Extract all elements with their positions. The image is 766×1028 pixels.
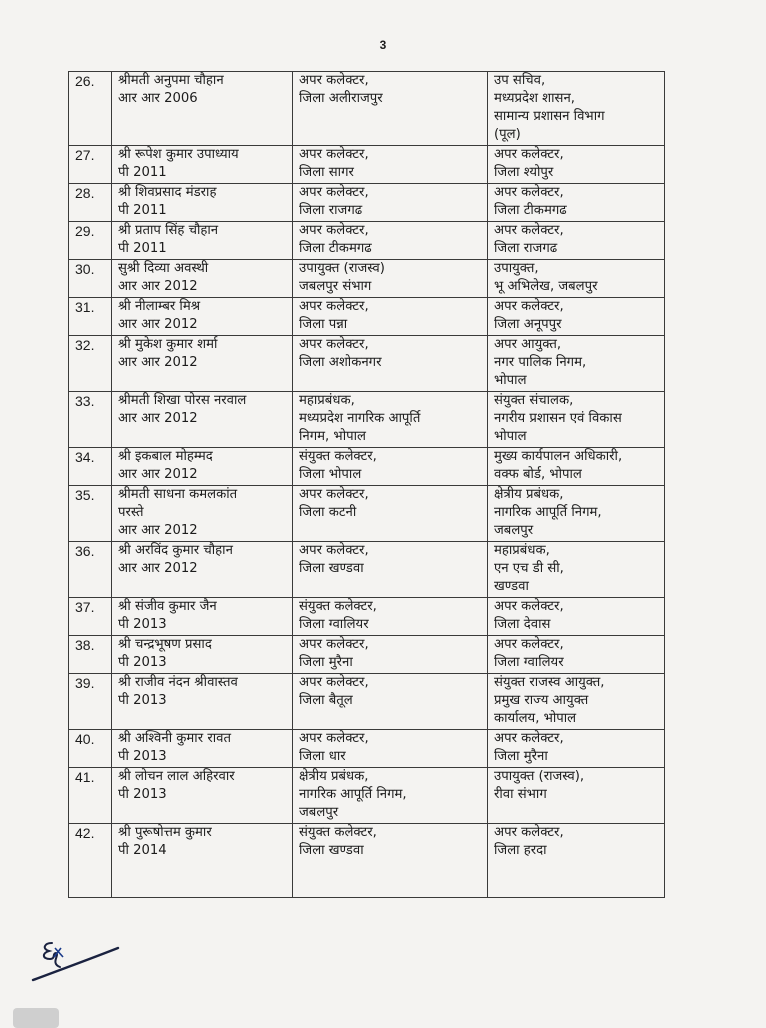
officer-name: श्री प्रताप सिंह चौहान (118, 223, 219, 238)
officer-name: श्री अरविंद कुमार चौहान (118, 543, 233, 558)
current-posting-line: जिला ग्वालियर (299, 617, 369, 632)
current-posting-line: क्षेत्रीय प्रबंधक, (299, 769, 369, 784)
current-posting-line: जिला धार (299, 749, 346, 764)
current-posting-line: अपर कलेक्टर, (299, 185, 369, 200)
table-row (69, 298, 665, 336)
new-posting-line: भू अभिलेख, जबलपुर (494, 279, 598, 294)
new-posting-line: रीवा संभाग (494, 787, 547, 802)
current-posting-line: अपर कलेक्टर, (299, 223, 369, 238)
new-posting-line: नगरीय प्रशासन एवं विकास (494, 411, 622, 426)
officer-name: श्री मुकेश कुमार शर्मा (118, 337, 218, 352)
current-posting-line: अपर कलेक्टर, (299, 731, 369, 746)
new-posting-cell (488, 448, 665, 486)
current-posting-cell (293, 298, 488, 336)
officer-name: श्री राजीव नंदन श्रीवास्तव (118, 675, 238, 690)
current-posting-line: निगम, भोपाल (299, 429, 366, 444)
new-posting-cell (488, 260, 665, 298)
new-posting-line: क्षेत्रीय प्रबंधक, (494, 487, 564, 502)
transfer-order-table (68, 71, 665, 898)
officer-batch: पी 2013 (118, 787, 167, 802)
new-posting-line: जिला टीकमगढ (494, 203, 567, 218)
new-posting-line: प्रमुख राज्य आयुक्त (494, 693, 589, 708)
current-posting-line: जिला कटनी (299, 505, 357, 520)
current-posting-cell (293, 260, 488, 298)
officer-name: श्रीमती अनुपमा चौहान (118, 73, 224, 88)
current-posting-line: उपायुक्त (राजस्व) (299, 261, 385, 276)
officer-cell (112, 448, 293, 486)
signature-image (30, 935, 130, 985)
table-row (69, 184, 665, 222)
officer-name: श्री रूपेश कुमार उपाध्याय (118, 147, 239, 162)
officer-batch: आर आर 2012 (118, 279, 198, 294)
new-posting-line: अपर कलेक्टर, (494, 223, 564, 238)
current-posting-line: अपर कलेक्टर, (299, 675, 369, 690)
current-posting-line: जिला अशोकनगर (299, 355, 382, 370)
current-posting-line: महाप्रबंधक, (299, 393, 355, 408)
current-posting-cell (293, 598, 488, 636)
new-posting-line: जिला ग्वालियर (494, 655, 564, 670)
new-posting-line: संयुक्त राजस्व आयुक्त, (494, 675, 605, 690)
officer-name: श्री चन्द्रभूषण प्रसाद (118, 637, 212, 652)
officer-cell (112, 222, 293, 260)
new-posting-line: मुख्य कार्यपालन अधिकारी, (494, 449, 623, 464)
table-row (69, 542, 665, 598)
officer-name-continued: परस्ते (118, 505, 144, 520)
new-posting-cell (488, 542, 665, 598)
serial-number: 37. (69, 598, 112, 636)
new-posting-cell (488, 336, 665, 392)
table-row (69, 222, 665, 260)
officer-name: श्रीमती साधना कमलकांत (118, 487, 238, 502)
current-posting-line: अपर कलेक्टर, (299, 337, 369, 352)
new-posting-line: वक्फ बोर्ड, भोपाल (494, 467, 582, 482)
new-posting-line: जबलपुर (494, 523, 534, 538)
officer-name: श्री अश्विनी कुमार रावत (118, 731, 231, 746)
new-posting-line: अपर कलेक्टर, (494, 185, 564, 200)
current-posting-line: जिला पन्ना (299, 317, 348, 332)
current-posting-line: संयुक्त कलेक्टर, (299, 825, 377, 840)
new-posting-cell (488, 392, 665, 448)
new-posting-cell (488, 184, 665, 222)
officer-name: श्री पुरूषोत्तम कुमार (118, 825, 212, 840)
officer-cell (112, 260, 293, 298)
new-posting-cell (488, 598, 665, 636)
new-posting-cell (488, 674, 665, 730)
officer-batch: पी 2014 (118, 843, 167, 858)
new-posting-line: अपर कलेक्टर, (494, 299, 564, 314)
new-posting-line: अपर कलेक्टर, (494, 637, 564, 652)
serial-number: 32. (69, 336, 112, 392)
officer-name: श्री शिवप्रसाद मंडराह (118, 185, 217, 200)
officer-name: श्री लोचन लाल अहिरवार (118, 769, 235, 784)
new-posting-line: नगर पालिक निगम, (494, 355, 587, 370)
new-posting-cell (488, 768, 665, 824)
new-posting-line: जिला राजगढ (494, 241, 558, 256)
table-row (69, 598, 665, 636)
current-posting-line: जिला टीकमगढ (299, 241, 372, 256)
officer-cell (112, 636, 293, 674)
corner-tab (13, 1008, 59, 1028)
officer-batch: पी 2011 (118, 241, 167, 256)
officer-batch: आर आर 2012 (118, 523, 198, 538)
current-posting-line: अपर कलेक्टर, (299, 487, 369, 502)
officer-cell (112, 392, 293, 448)
new-posting-line: जिला हरदा (494, 843, 547, 858)
new-posting-line: अपर कलेक्टर, (494, 731, 564, 746)
current-posting-cell (293, 146, 488, 184)
table-row (69, 448, 665, 486)
serial-number: 30. (69, 260, 112, 298)
officer-name: श्री नीलाम्बर मिश्र (118, 299, 201, 314)
new-posting-line: भोपाल (494, 373, 527, 388)
officer-cell (112, 542, 293, 598)
current-posting-line: जबलपुर (299, 805, 339, 820)
current-posting-cell (293, 184, 488, 222)
current-posting-cell (293, 336, 488, 392)
serial-number: 34. (69, 448, 112, 486)
current-posting-line: नागरिक आपूर्ति निगम, (299, 787, 407, 802)
new-posting-line: नागरिक आपूर्ति निगम, (494, 505, 602, 520)
officer-cell (112, 598, 293, 636)
serial-number: 39. (69, 674, 112, 730)
current-posting-cell (293, 768, 488, 824)
serial-number: 38. (69, 636, 112, 674)
current-posting-line: जिला बैतूल (299, 693, 353, 708)
current-posting-cell (293, 824, 488, 898)
officer-batch: पी 2011 (118, 165, 167, 180)
serial-number: 28. (69, 184, 112, 222)
table-row (69, 824, 665, 898)
new-posting-line: जिला देवास (494, 617, 551, 632)
table-row (69, 730, 665, 768)
current-posting-line: संयुक्त कलेक्टर, (299, 599, 377, 614)
new-posting-line: उपायुक्त (राजस्व), (494, 769, 585, 784)
new-posting-cell (488, 222, 665, 260)
new-posting-cell (488, 298, 665, 336)
table-row (69, 336, 665, 392)
serial-number: 33. (69, 392, 112, 448)
officer-cell (112, 72, 293, 146)
current-posting-line: जिला खण्डवा (299, 561, 364, 576)
officer-name: श्री संजीव कुमार जैन (118, 599, 217, 614)
current-posting-cell (293, 486, 488, 542)
current-posting-line: अपर कलेक्टर, (299, 637, 369, 652)
serial-number: 31. (69, 298, 112, 336)
officer-batch: आर आर 2012 (118, 317, 198, 332)
officer-cell (112, 768, 293, 824)
table-body (69, 72, 665, 898)
current-posting-cell (293, 222, 488, 260)
serial-number: 42. (69, 824, 112, 898)
officer-name: सुश्री दिव्या अवस्थी (118, 261, 209, 276)
serial-number: 36. (69, 542, 112, 598)
current-posting-cell (293, 674, 488, 730)
officer-cell (112, 674, 293, 730)
officer-cell (112, 146, 293, 184)
officer-cell (112, 824, 293, 898)
officer-batch: पी 2013 (118, 693, 167, 708)
new-posting-line: संयुक्त संचालक, (494, 393, 574, 408)
serial-number: 26. (69, 72, 112, 146)
table-row (69, 636, 665, 674)
new-posting-cell (488, 146, 665, 184)
new-posting-line: खण्डवा (494, 579, 529, 594)
current-posting-line: जिला राजगढ (299, 203, 363, 218)
new-posting-line: अपर कलेक्टर, (494, 599, 564, 614)
new-posting-line: अपर कलेक्टर, (494, 147, 564, 162)
current-posting-line: जिला खण्डवा (299, 843, 364, 858)
current-posting-line: संयुक्त कलेक्टर, (299, 449, 377, 464)
table-row (69, 392, 665, 448)
table-row (69, 768, 665, 824)
new-posting-line: उप सचिव, (494, 73, 546, 88)
current-posting-cell (293, 542, 488, 598)
officer-batch: आर आर 2006 (118, 91, 198, 106)
current-posting-line: जिला भोपाल (299, 467, 362, 482)
current-posting-cell (293, 730, 488, 768)
officer-name: श्रीमती शिखा पोरस नरवाल (118, 393, 247, 408)
current-posting-line: जबलपुर संभाग (299, 279, 372, 294)
current-posting-line: जिला सागर (299, 165, 354, 180)
new-posting-line: कार्यालय, भोपाल (494, 711, 577, 726)
current-posting-line: अपर कलेक्टर, (299, 543, 369, 558)
new-posting-line: (पूल) (494, 127, 521, 142)
current-posting-cell (293, 448, 488, 486)
new-posting-line: अपर आयुक्त, (494, 337, 562, 352)
new-posting-cell (488, 824, 665, 898)
new-posting-line: महाप्रबंधक, (494, 543, 550, 558)
new-posting-cell (488, 636, 665, 674)
officer-batch: पी 2011 (118, 203, 167, 218)
officer-batch: आर आर 2012 (118, 355, 198, 370)
serial-number: 27. (69, 146, 112, 184)
officer-batch: आर आर 2012 (118, 467, 198, 482)
current-posting-line: अपर कलेक्टर, (299, 147, 369, 162)
officer-batch: आर आर 2012 (118, 411, 198, 426)
current-posting-line: मध्यप्रदेश नागरिक आपूर्ति (299, 411, 421, 426)
table-row (69, 486, 665, 542)
new-posting-line: मध्यप्रदेश शासन, (494, 91, 575, 106)
new-posting-line: जिला मुरैना (494, 749, 548, 764)
officer-name: श्री इकबाल मोहम्मद (118, 449, 213, 464)
current-posting-line: जिला अलीराजपुर (299, 91, 383, 106)
officer-cell (112, 184, 293, 222)
serial-number: 35. (69, 486, 112, 542)
officer-cell (112, 298, 293, 336)
new-posting-line: एन एच डी सी, (494, 561, 564, 576)
new-posting-line: जिला अनूपपुर (494, 317, 562, 332)
page-number: 3 (379, 38, 387, 52)
new-posting-line: उपायुक्त, (494, 261, 539, 276)
officer-cell (112, 336, 293, 392)
officer-batch: आर आर 2012 (118, 561, 198, 576)
current-posting-cell (293, 636, 488, 674)
officer-batch: पी 2013 (118, 655, 167, 670)
officer-cell (112, 486, 293, 542)
new-posting-cell (488, 486, 665, 542)
current-posting-cell (293, 72, 488, 146)
new-posting-cell (488, 72, 665, 146)
officer-batch: पी 2013 (118, 617, 167, 632)
new-posting-line: अपर कलेक्टर, (494, 825, 564, 840)
current-posting-line: अपर कलेक्टर, (299, 299, 369, 314)
table-row (69, 72, 665, 146)
current-posting-cell (293, 392, 488, 448)
officer-cell (112, 730, 293, 768)
serial-number: 29. (69, 222, 112, 260)
officer-batch: पी 2013 (118, 749, 167, 764)
new-posting-line: सामान्य प्रशासन विभाग (494, 109, 605, 124)
current-posting-line: अपर कलेक्टर, (299, 73, 369, 88)
serial-number: 41. (69, 768, 112, 824)
new-posting-line: भोपाल (494, 429, 527, 444)
new-posting-line: जिला श्योपुर (494, 165, 554, 180)
table-row (69, 674, 665, 730)
table-row (69, 146, 665, 184)
new-posting-cell (488, 730, 665, 768)
serial-number: 40. (69, 730, 112, 768)
table-row (69, 260, 665, 298)
current-posting-line: जिला मुरैना (299, 655, 353, 670)
